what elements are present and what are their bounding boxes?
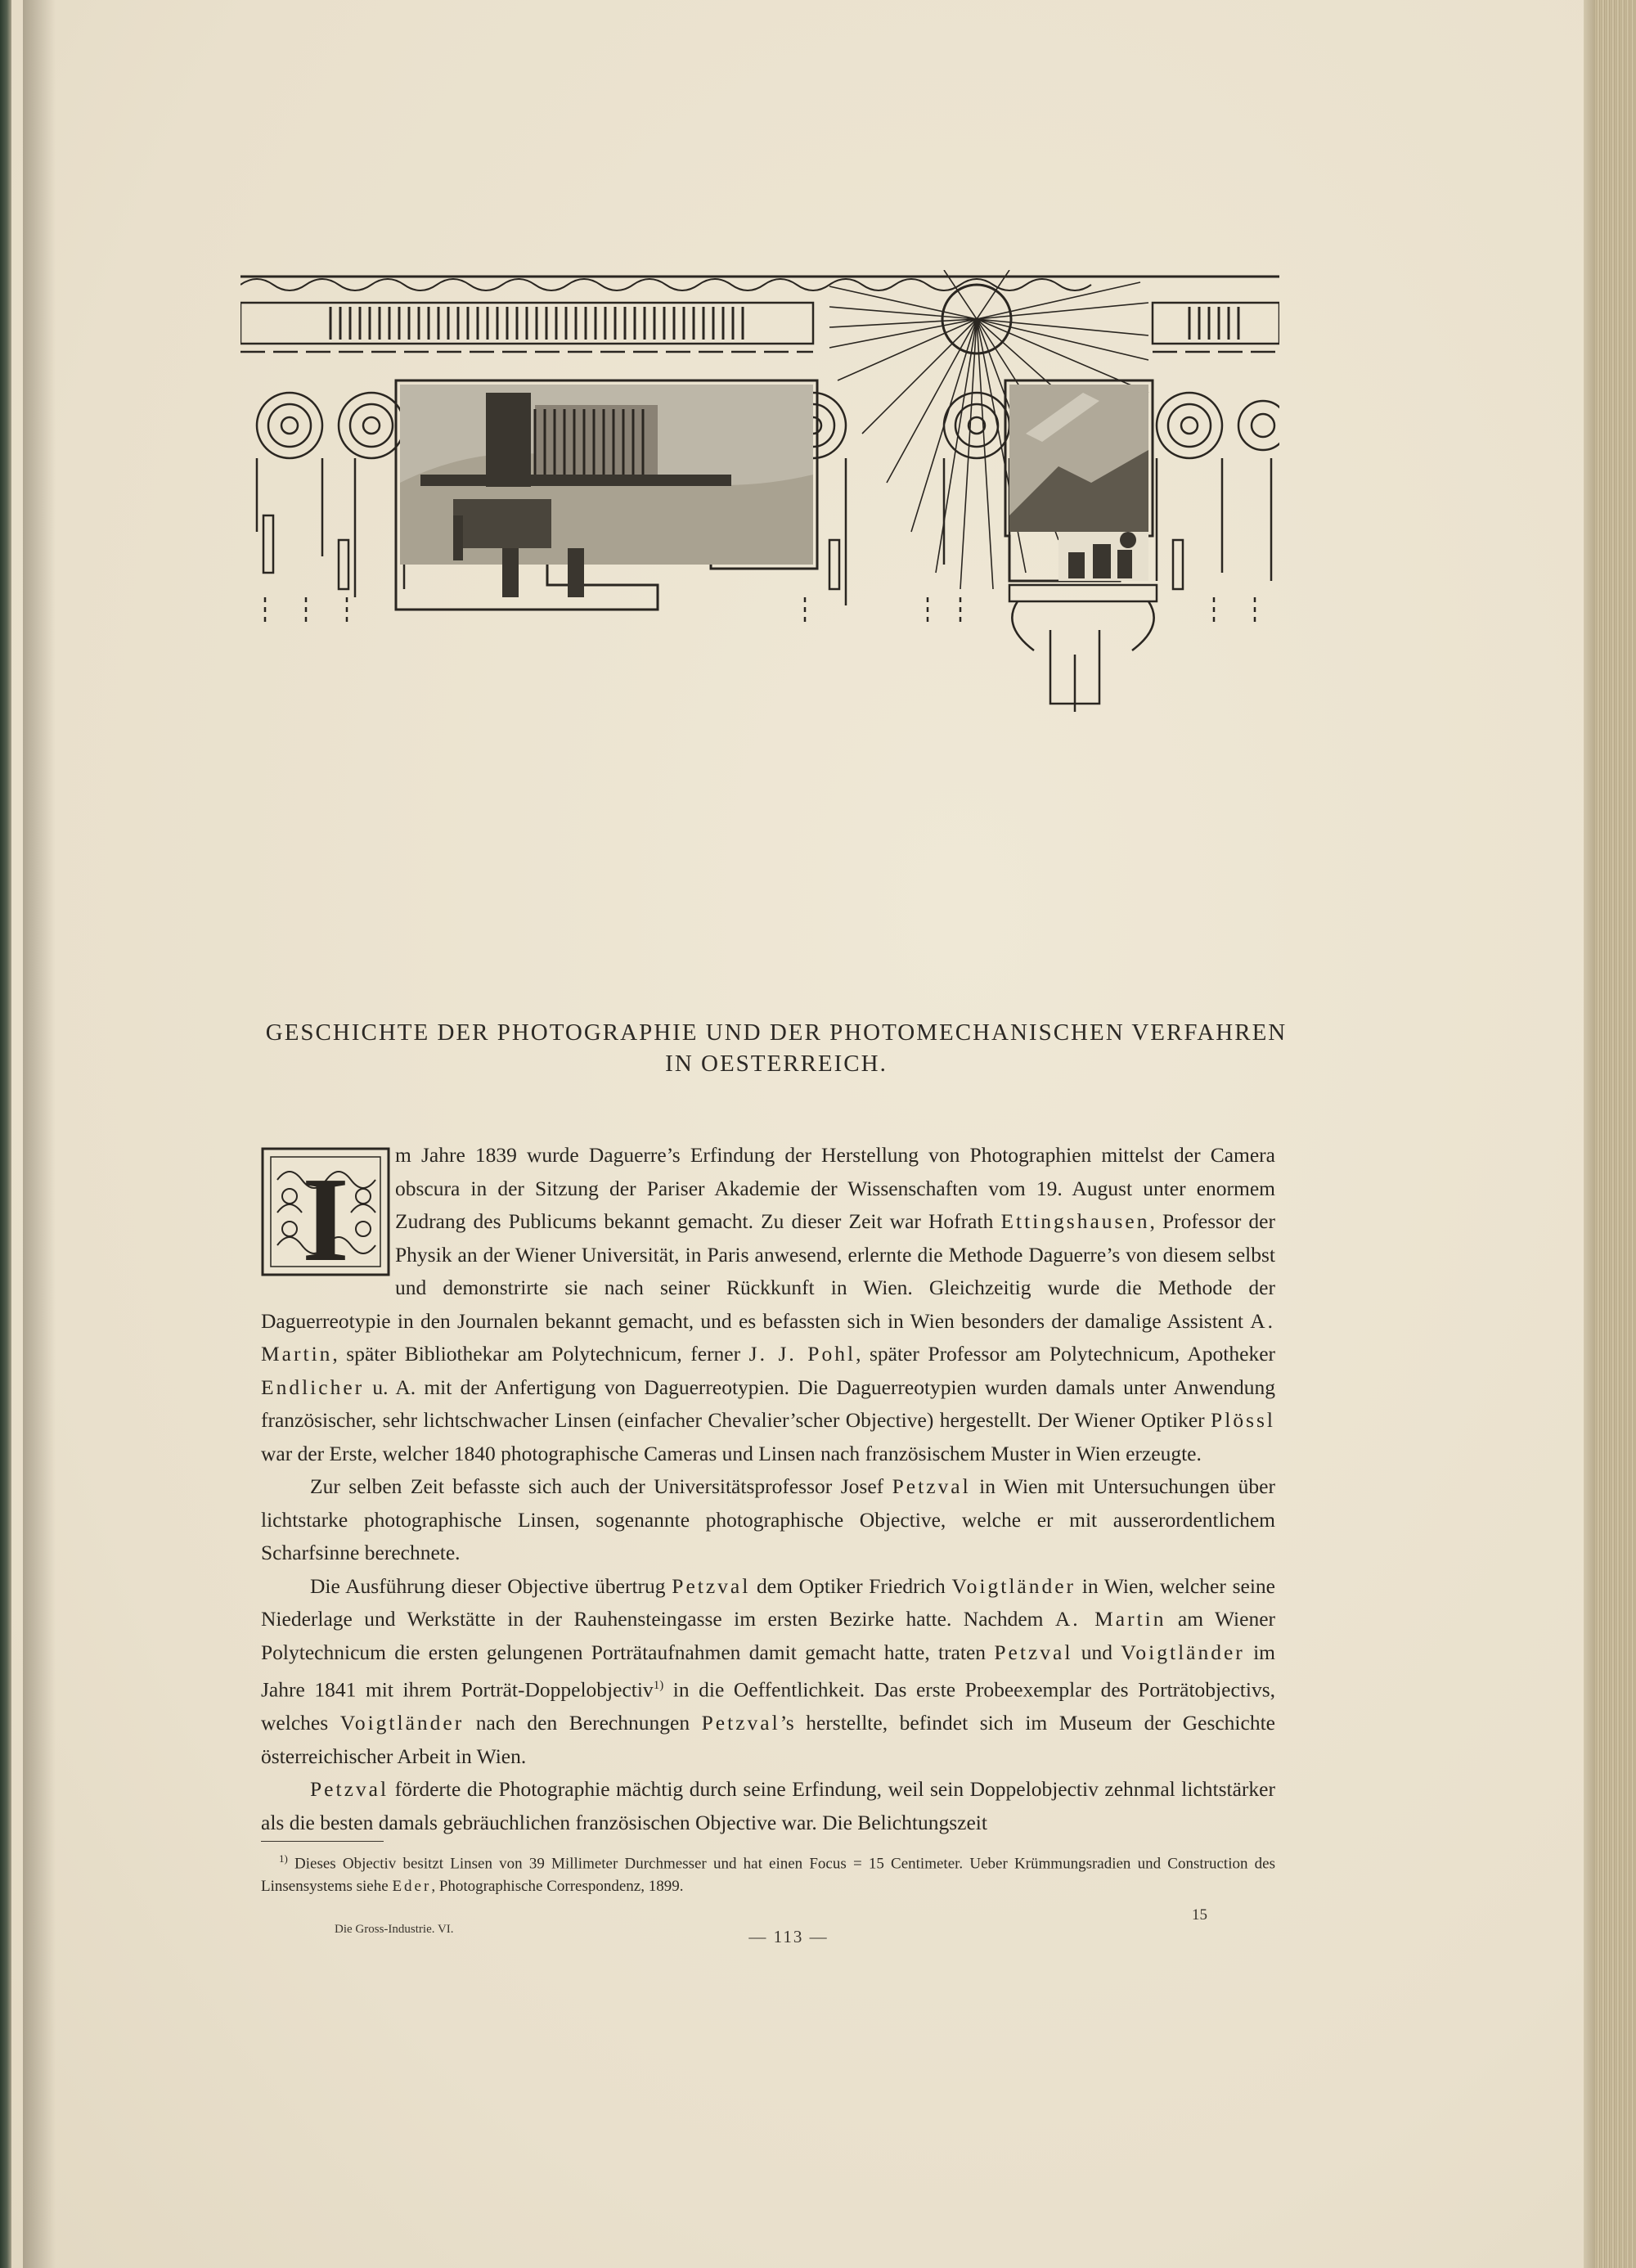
p3-text-g: am Wiener Polytechnicum die ersten gelungenen Porträtaufnahmen damit gemacht hatte, traten — [261, 1607, 1276, 1664]
drop-cap-letter: I — [302, 1153, 349, 1276]
p1-name-ettingshausen: Ettingshausen — [1000, 1209, 1150, 1233]
drop-cap-svg — [261, 1147, 390, 1276]
p3-text-n: nach den Berechnungen — [464, 1711, 702, 1735]
p1-name-pohl: J. J. Pohl — [748, 1342, 856, 1366]
page-number: — 113 — — [748, 1927, 829, 1946]
page-edge-shadow — [1584, 0, 1595, 2268]
p1-text-a: m Jahre 1839 wurde Daguerre’s Erfindung der Herstellung von Photographien mittelst der Camera obscura in der Sitzung der Pariser Akademie der Wissenschaften vom 19. August unter enormem Zudrang des Publicums bekannt gemacht. Zu dieser Zeit war Hofrath — [395, 1143, 1275, 1233]
printer-signature: Die Gross-Industrie. VI. — [335, 1923, 454, 1936]
p3-name-petzval-1: Petzval — [672, 1573, 751, 1598]
paragraph-4 — [261, 1773, 1275, 1839]
p3-name-martin: A. Martin — [1054, 1607, 1166, 1631]
p3-text-p: ’s herstellte, befindet sich im Museum der Geschichte österreichischer Arbeit in Wien. — [261, 1711, 1275, 1768]
chapter-title-line1: GESCHICHTE DER PHOTOGRAPHIE UND DER PHOTOMECHANISCHEN VERFAHREN — [265, 1019, 1288, 1046]
footnote-text-c: , Photographische Correspondenz, 1899. — [431, 1878, 684, 1896]
p3-text-c: dem Optiker Friedrich — [750, 1573, 952, 1598]
p1-text-c: , Professor der Physik an der Wiener Universität, in Paris anwesend, erlernte die Methode Daguerre’s von diesem selbst und demonstrirte sie nach seiner Rückkunft in Wien. Gleichzeitig wurde die Methode der Daguerreotypie in den Journalen bekannt gemacht, und es befassten sich in Wien besonders der damalige Assistent — [261, 1209, 1275, 1333]
p1-text-g: , später Professor am Polytechnicum, Apotheker — [856, 1342, 1275, 1366]
header-ornament-illustration — [240, 270, 1279, 802]
body-text — [261, 1139, 1275, 1839]
ornament-svg — [240, 270, 1279, 802]
book-spine — [0, 0, 11, 2268]
p4-name-petzval: Petzval — [310, 1777, 389, 1801]
chapter-title — [208, 1017, 1345, 1079]
paragraph-2 — [261, 1470, 1275, 1570]
page-gutter-shadow — [23, 0, 56, 2268]
footnote-paragraph — [261, 1847, 1275, 1898]
p3-text-k: im Jahre 1841 mit ihrem Porträt-Doppelobjectiv — [261, 1640, 1276, 1702]
p3-text-i: und — [1072, 1640, 1121, 1664]
p3-name-voigtlaender-3: Voigtländer — [339, 1711, 465, 1735]
p3-text-a: Die Ausführung dieser Objective übertrug — [310, 1573, 672, 1598]
footnote — [261, 1847, 1275, 1898]
book-page — [11, 0, 1595, 2268]
chapter-title-line2: IN OESTERREICH. — [665, 1051, 888, 1077]
footnote-text-a: Dieses Objectiv besitzt Linsen von 39 Millimeter Durchmesser und hat einen Focus = 15 Centimeter. Ueber Krümmungsradien und Construction des Linsensystems siehe — [261, 1855, 1275, 1896]
drop-cap-initial — [261, 1147, 390, 1276]
p2-text-c: in Wien mit Untersuchungen über lichtstarke photographische Linsen, sogenannte photographische Objective, welche er mit ausserordentlichem Scharfsinne berechnete. — [261, 1474, 1275, 1564]
paragraph-1 — [261, 1139, 1275, 1470]
book-page-edges — [1595, 0, 1636, 2268]
footnote-mark: 1) — [279, 1852, 288, 1865]
footnote-divider — [261, 1841, 384, 1842]
p1-name-martin: A. Martin — [261, 1308, 1275, 1366]
p1-text-i: u. A. mit der Anfertigung von Daguerreotypien. Die Daguerreotypien wurden damals unter Anwendung französischer, sehr lichtschwacher Linsen (einfacher Chevalier’scher Objective) hergestellt. Der Wiener Optiker — [261, 1375, 1275, 1432]
p3-text-e: in Wien, welcher seine Niederlage und Werkstätte in der Rauhensteingasse im ersten Bezirke hatte. Nachdem — [261, 1573, 1275, 1631]
p2-text-a: Zur selben Zeit befasste sich auch der Universitätsprofessor Josef — [310, 1474, 892, 1498]
p1-text-e: , später Bibliothekar am Polytechnicum, ferner — [332, 1342, 749, 1366]
p3-name-voigtlaender-1: Voigtländer — [951, 1573, 1076, 1598]
p3-name-petzval-3: Petzval — [701, 1711, 780, 1735]
p3-name-voigtlaender-2: Voigtländer — [1121, 1640, 1245, 1664]
p1-name-ploessl: Plössl — [1211, 1408, 1275, 1432]
footnote-reference[interactable]: 1) — [653, 1679, 664, 1692]
paragraph-3 — [261, 1570, 1275, 1774]
p4-text-b: förderte die Photographie mächtig durch seine Erfindung, weil sein Doppelobjectiv zehnmal lichtstärker als die besten damals gebräuchlichen französischen Objective war. Die Belichtungszeit — [261, 1777, 1275, 1834]
p3-text-l: in die Oeffentlichkeit. Das erste Probeexemplar des Porträtobjectivs, welches — [261, 1677, 1276, 1735]
p1-name-endlicher: Endlicher — [261, 1375, 365, 1399]
p2-name-petzval: Petzval — [892, 1474, 971, 1498]
sheet-signature: 15 — [1192, 1906, 1207, 1924]
p3-name-petzval-2: Petzval — [994, 1640, 1073, 1664]
footnote-name-eder: Eder — [392, 1878, 432, 1896]
p1-text-k: war der Erste, welcher 1840 photographische Cameras und Linsen nach französischem Muster in Wien erzeugte. — [261, 1441, 1202, 1465]
